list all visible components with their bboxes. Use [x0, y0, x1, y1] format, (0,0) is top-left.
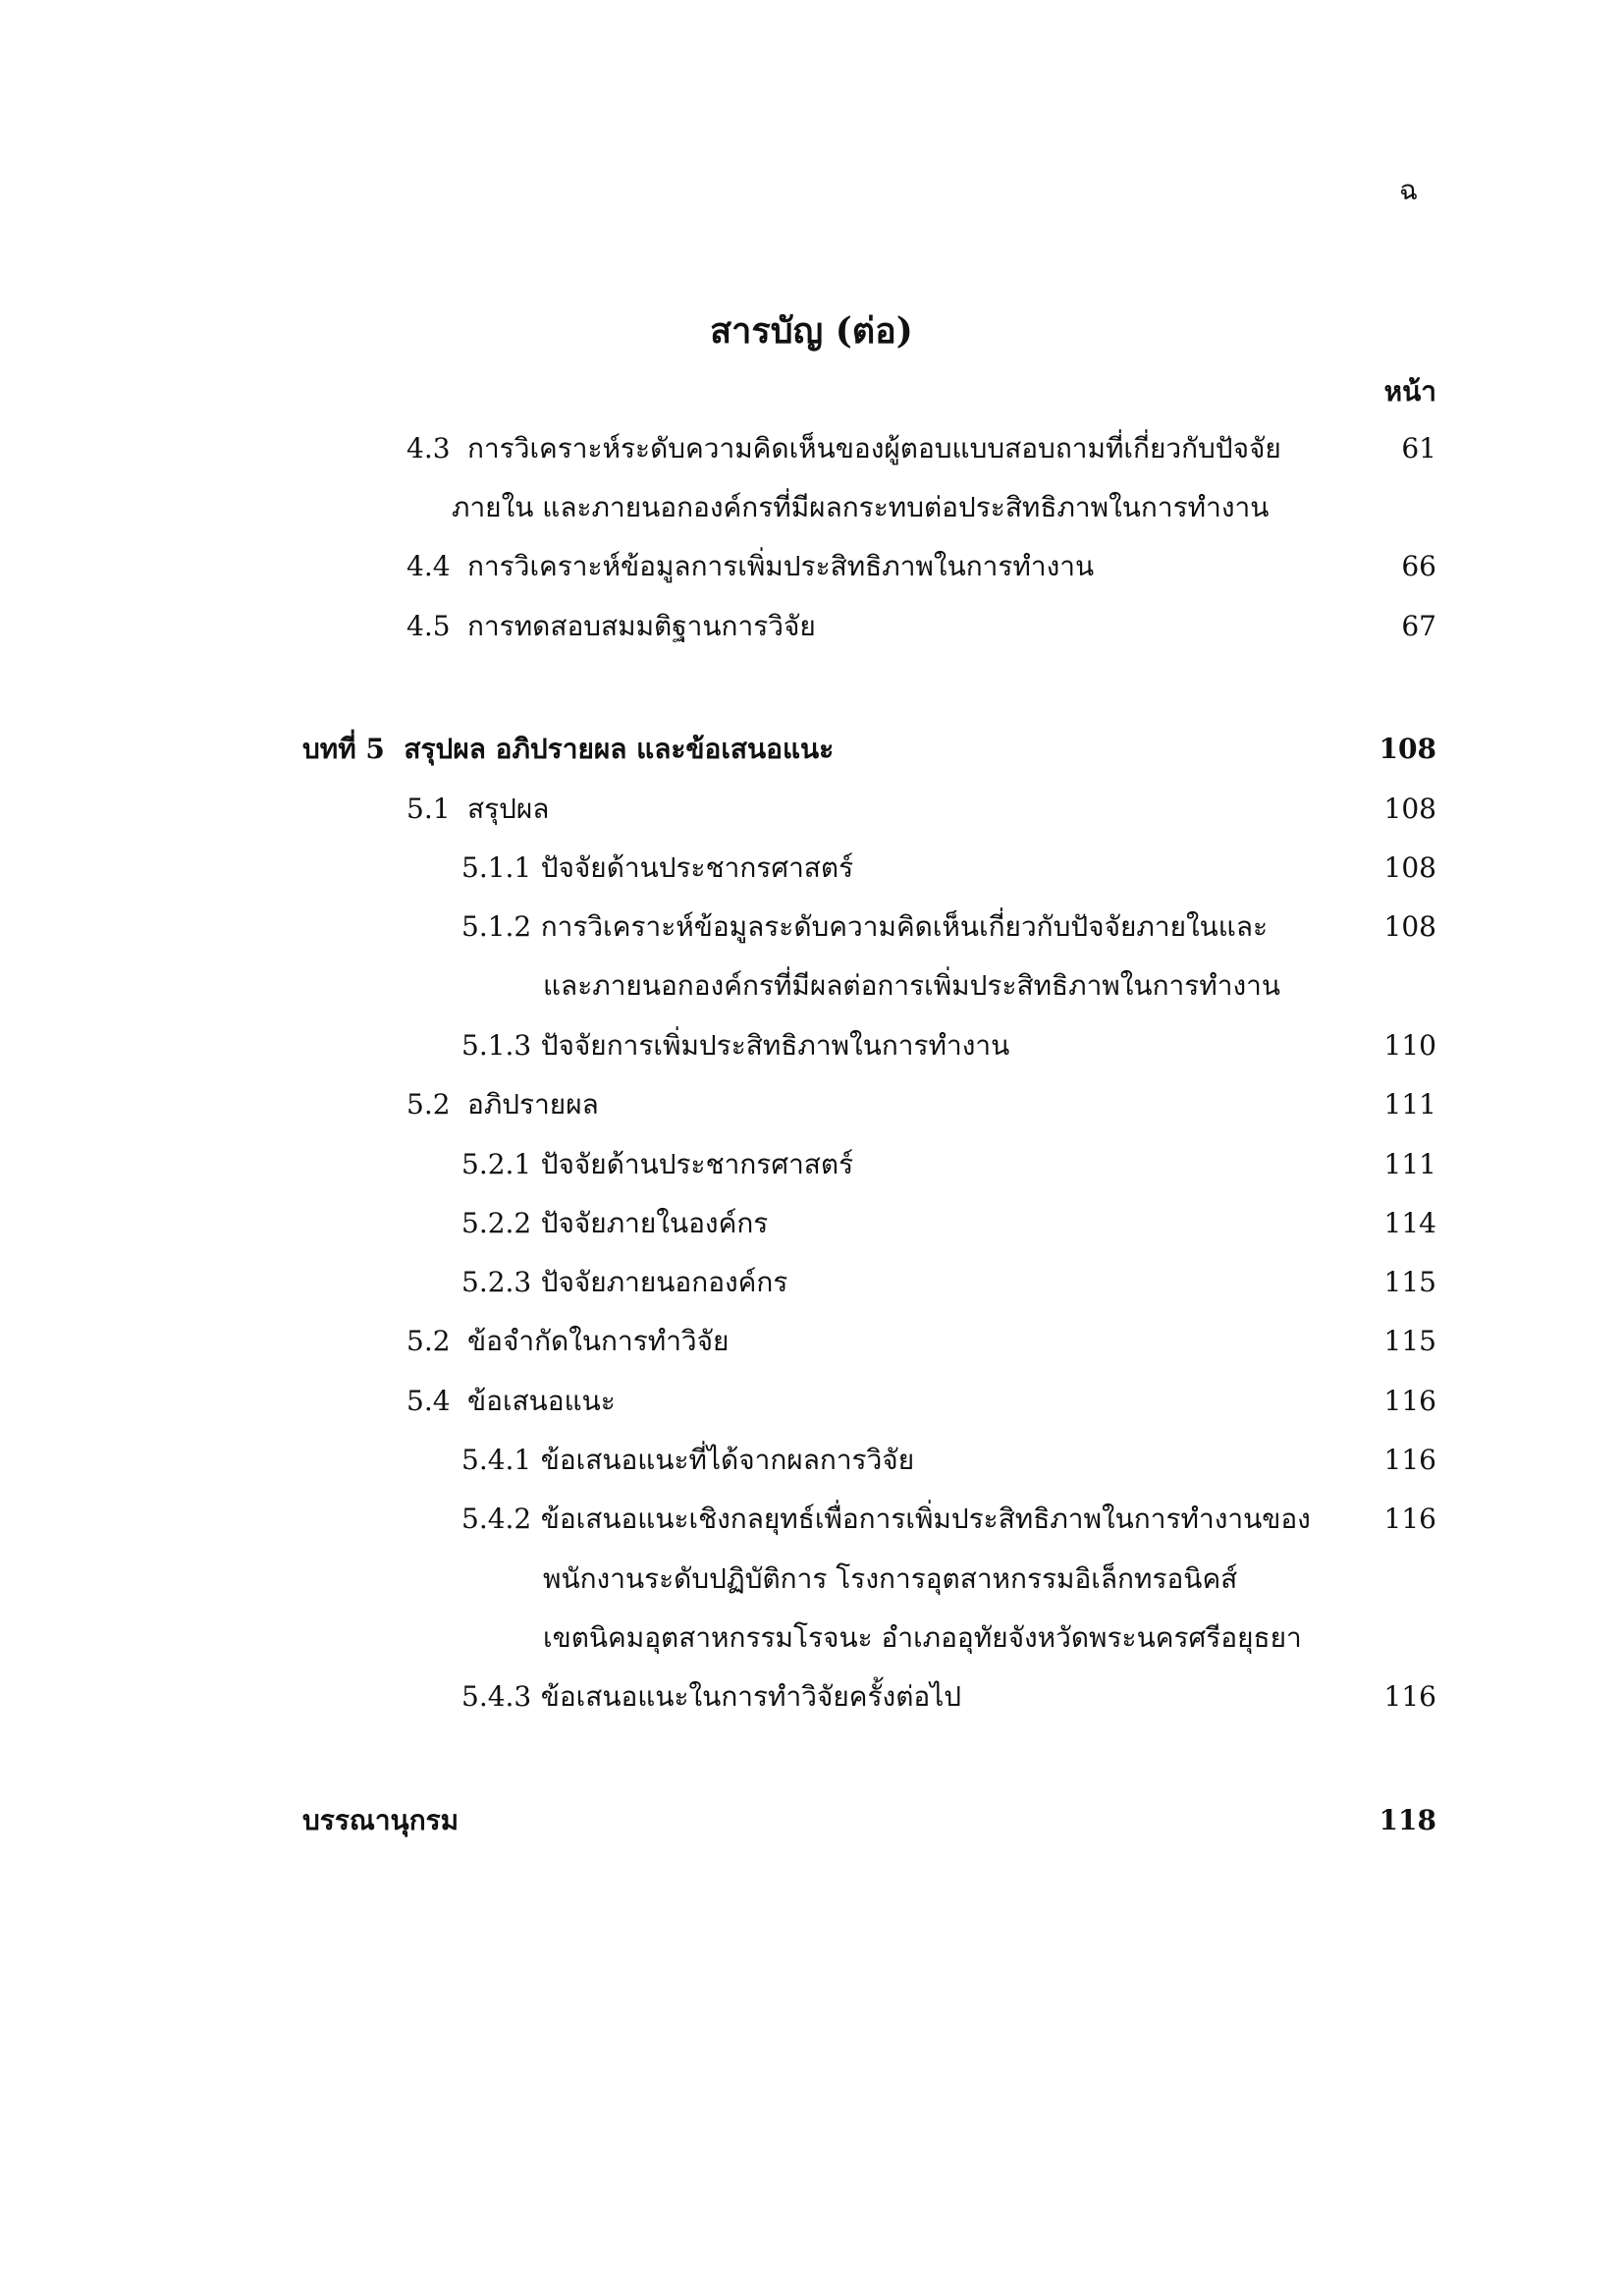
toc-entry-5-1-3 [461, 1026, 1009, 1066]
toc-entry-5-4-2-continued [543, 1559, 1237, 1599]
toc-entry-4-5 [406, 607, 816, 646]
toc-entry-page: 116 [1383, 1444, 1436, 1476]
toc-entry-number: 5.2.1 [461, 1148, 532, 1180]
toc-entry-page: 111 [1383, 1148, 1436, 1180]
toc-entry-title: ปัจจัยภายในองค์กร [540, 1207, 769, 1239]
toc-entry-number: 5.4.2 [461, 1503, 532, 1535]
toc-entry-title: ภายใน และภายนอกองค์กรที่มีผลกระทบต่อประสิทธิภาพในการทำงาน [452, 491, 1270, 523]
toc-entry-number: 4.5 [406, 610, 451, 642]
toc-entry-title: การวิเคราะห์ข้อมูลระดับความคิดเห็นเกี่ยวกับปัจจัยภายในและ [540, 910, 1269, 943]
toc-entry-page: 67 [1401, 610, 1436, 642]
toc-entry-number: 5.2 [406, 1325, 451, 1357]
toc-entry-number: 5.1.3 [461, 1029, 532, 1062]
toc-entry-title: ข้อเสนอแนะเชิงกลยุทธ์เพื่อการเพิ่มประสิทธิภาพในการทำงานของ [540, 1503, 1311, 1535]
toc-entry-5-2-3 [461, 1263, 787, 1302]
toc-entry-title: สรุปผล [467, 793, 550, 825]
toc-entry-page: 61 [1401, 432, 1436, 465]
toc-entry-number: 5.1.1 [461, 851, 532, 884]
toc-entry-5-2-limitations [406, 1322, 729, 1361]
toc-entry-title: ปัจจัยด้านประชากรศาสตร์ [540, 851, 854, 884]
toc-entry-5-1-1 [461, 848, 853, 888]
toc-chapter-number: บทที่ 5 [302, 733, 385, 765]
toc-entry-number: 4.3 [406, 432, 451, 465]
toc-entry-title: พนักงานระดับปฏิบัติการ โรงการอุตสาหกรรมอิเล็กทรอนิคส์ [543, 1562, 1238, 1595]
toc-entry-number: 5.1 [406, 793, 451, 825]
toc-entry-title: ปัจจัยด้านประชากรศาสตร์ [540, 1148, 854, 1180]
toc-entry-title: ปัจจัยภายนอกองค์กร [540, 1266, 788, 1298]
toc-entry-5-1-2 [461, 907, 1268, 947]
toc-entry-page: 108 [1383, 851, 1436, 884]
toc-entry-4-3 [406, 429, 1281, 468]
toc-chapter-5 [302, 730, 834, 769]
toc-entry-number: 5.4.3 [461, 1680, 532, 1713]
toc-entry-4-4 [406, 547, 1094, 586]
toc-entry-5-4 [406, 1382, 616, 1421]
toc-entry-title: ข้อเสนอแนะ [467, 1385, 616, 1417]
toc-entry-number: 5.2.3 [461, 1266, 532, 1298]
toc-entry-title: ข้อเสนอแนะในการทำวิจัยครั้งต่อไป [540, 1680, 962, 1713]
toc-entry-title: ข้อเสนอแนะที่ได้จากผลการวิจัย [540, 1444, 915, 1476]
toc-entry-page: 115 [1383, 1266, 1436, 1298]
toc-entry-page: 108 [1383, 793, 1436, 825]
toc-entry-page: 116 [1383, 1503, 1436, 1535]
toc-entry-page: 108 [1379, 733, 1436, 765]
toc-entry-5-4-3 [461, 1677, 961, 1717]
toc-entry-page: 114 [1383, 1207, 1436, 1239]
toc-entry-5-4-1 [461, 1441, 914, 1480]
toc-entry-page: 118 [1379, 1804, 1436, 1836]
toc-entry-title: การวิเคราะห์ข้อมูลการเพิ่มประสิทธิภาพในการทำงาน [467, 550, 1095, 582]
page-title: สารบัญ (ต่อ) [710, 310, 913, 352]
page-number: ฉ [1399, 174, 1419, 206]
page-column-header: หน้า [1383, 375, 1436, 408]
toc-entry-number: 5.2.2 [461, 1207, 532, 1239]
toc-entry-5-1-2-continued [543, 966, 1280, 1006]
toc-entry-page: 116 [1383, 1680, 1436, 1713]
toc-entry-title: ข้อจำกัดในการทำวิจัย [467, 1325, 730, 1357]
toc-entry-number: 4.4 [406, 550, 451, 582]
toc-entry-title: การทดสอบสมมติฐานการวิจัย [467, 610, 816, 642]
toc-entry-4-3-continued [452, 488, 1269, 527]
toc-entry-5-1 [406, 790, 549, 829]
toc-entry-title: ปัจจัยการเพิ่มประสิทธิภาพในการทำงาน [540, 1029, 1010, 1062]
toc-entry-page: 110 [1383, 1029, 1436, 1062]
toc-entry-title: บรรณานุกรม [302, 1804, 460, 1836]
toc-entry-number: 5.4.1 [461, 1444, 532, 1476]
toc-entry-page: 116 [1383, 1385, 1436, 1417]
toc-entry-5-2-2 [461, 1204, 768, 1243]
toc-entry-5-4-2-continued [543, 1618, 1302, 1658]
toc-entry-page: 111 [1383, 1088, 1436, 1121]
toc-chapter-title: สรุปผล อภิปรายผล และข้อเสนอแนะ [404, 733, 835, 765]
toc-entry-page: 66 [1401, 550, 1436, 582]
toc-entry-title: การวิเคราะห์ระดับความคิดเห็นของผู้ตอบแบบสอบถามที่เกี่ยวกับปัจจัย [467, 432, 1281, 465]
toc-entry-title: อภิปรายผล [467, 1088, 599, 1121]
toc-entry-number: 5.2 [406, 1088, 451, 1121]
toc-entry-number: 5.4 [406, 1385, 451, 1417]
toc-entry-5-2-1 [461, 1145, 853, 1184]
toc-entry-number: 5.1.2 [461, 910, 532, 943]
toc-entry-title: เขตนิคมอุตสาหกรรมโรจนะ อำเภออุทัยจังหวัดพระนครศรีอยุธยา [543, 1621, 1302, 1654]
toc-entry-5-2 [406, 1085, 599, 1124]
toc-bibliography [302, 1801, 459, 1840]
toc-entry-page: 108 [1383, 910, 1436, 943]
toc-entry-page: 115 [1383, 1325, 1436, 1357]
toc-entry-title: และภายนอกองค์กรที่มีผลต่อการเพิ่มประสิทธิภาพในการทำงาน [543, 969, 1280, 1002]
toc-entry-5-4-2 [461, 1500, 1311, 1539]
